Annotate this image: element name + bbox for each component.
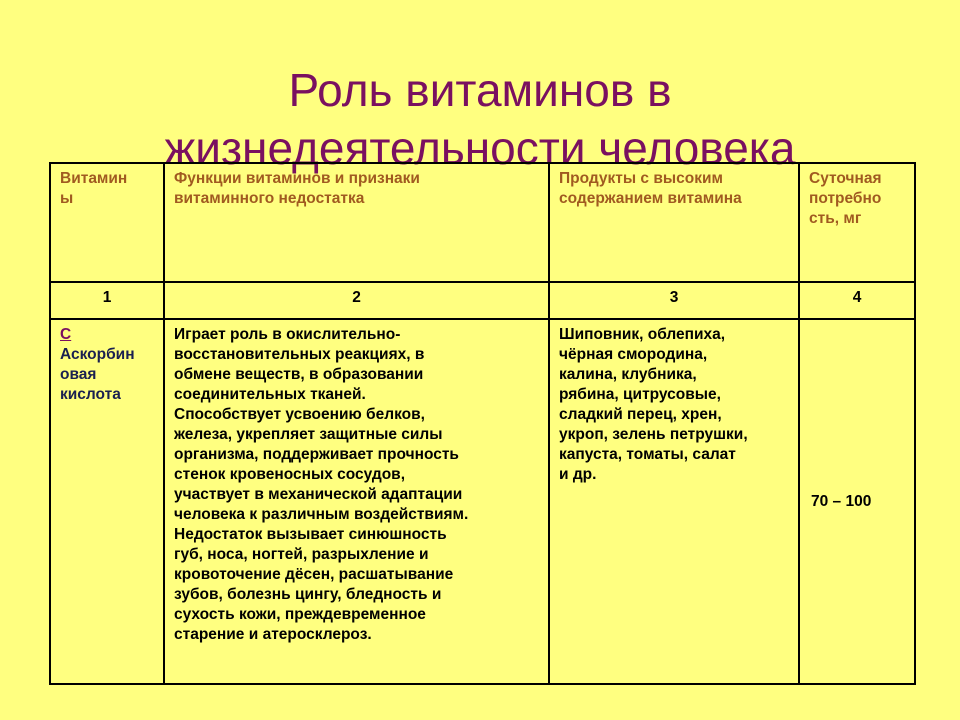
products-cell: Шиповник, облепиха, чёрная смородина, калина, клубника, рябина, цитрусовые, сладкий перец, хрен, укроп, зелень петрушки, капуста, томаты, салат и др. [549, 319, 799, 684]
title-line-2: жизнедеятельности человека [164, 121, 796, 174]
column-number: 3 [549, 282, 799, 319]
vitamin-cell [50, 319, 164, 684]
page-title [0, 61, 960, 177]
column-number: 1 [50, 282, 164, 319]
header-products: Продукты с высоким содержанием витамина [549, 163, 799, 282]
daily-need-cell: 70 – 100 [799, 319, 915, 684]
vitamin-table [49, 162, 916, 685]
header-daily-need: Суточная потребно сть, мг [799, 163, 915, 282]
header-functions: Функции витаминов и признаки витаминного недостатка [164, 163, 549, 282]
column-number: 4 [799, 282, 915, 319]
functions-cell: Играет роль в окислительно- восстановительных реакциях, в обмене веществ, в образовании соединительных тканей. Способствует усвоению белков, железа, укрепляет защитные силы организма, поддерживает прочность стенок кровеносных сосудов, участвует в механической адаптации человека к различным воздействиям. Недостаток вызывает синюшность губ, носа, ногтей, разрыхление и кровоточение дёсен, расшатывание зубов, болезнь цингу, бледность и сухость кожи, преждевременное старение и атеросклероз. [164, 319, 549, 684]
table-row [50, 319, 915, 684]
header-vitamins: Витамин ы [50, 163, 164, 282]
vitamin-name: Аскорбин овая кислота [60, 346, 135, 403]
table-header-row [50, 163, 915, 282]
vitamin-letter: С [60, 326, 72, 343]
title-line-1: Роль витаминов в [288, 63, 672, 116]
column-number: 2 [164, 282, 549, 319]
column-number-row [50, 282, 915, 319]
